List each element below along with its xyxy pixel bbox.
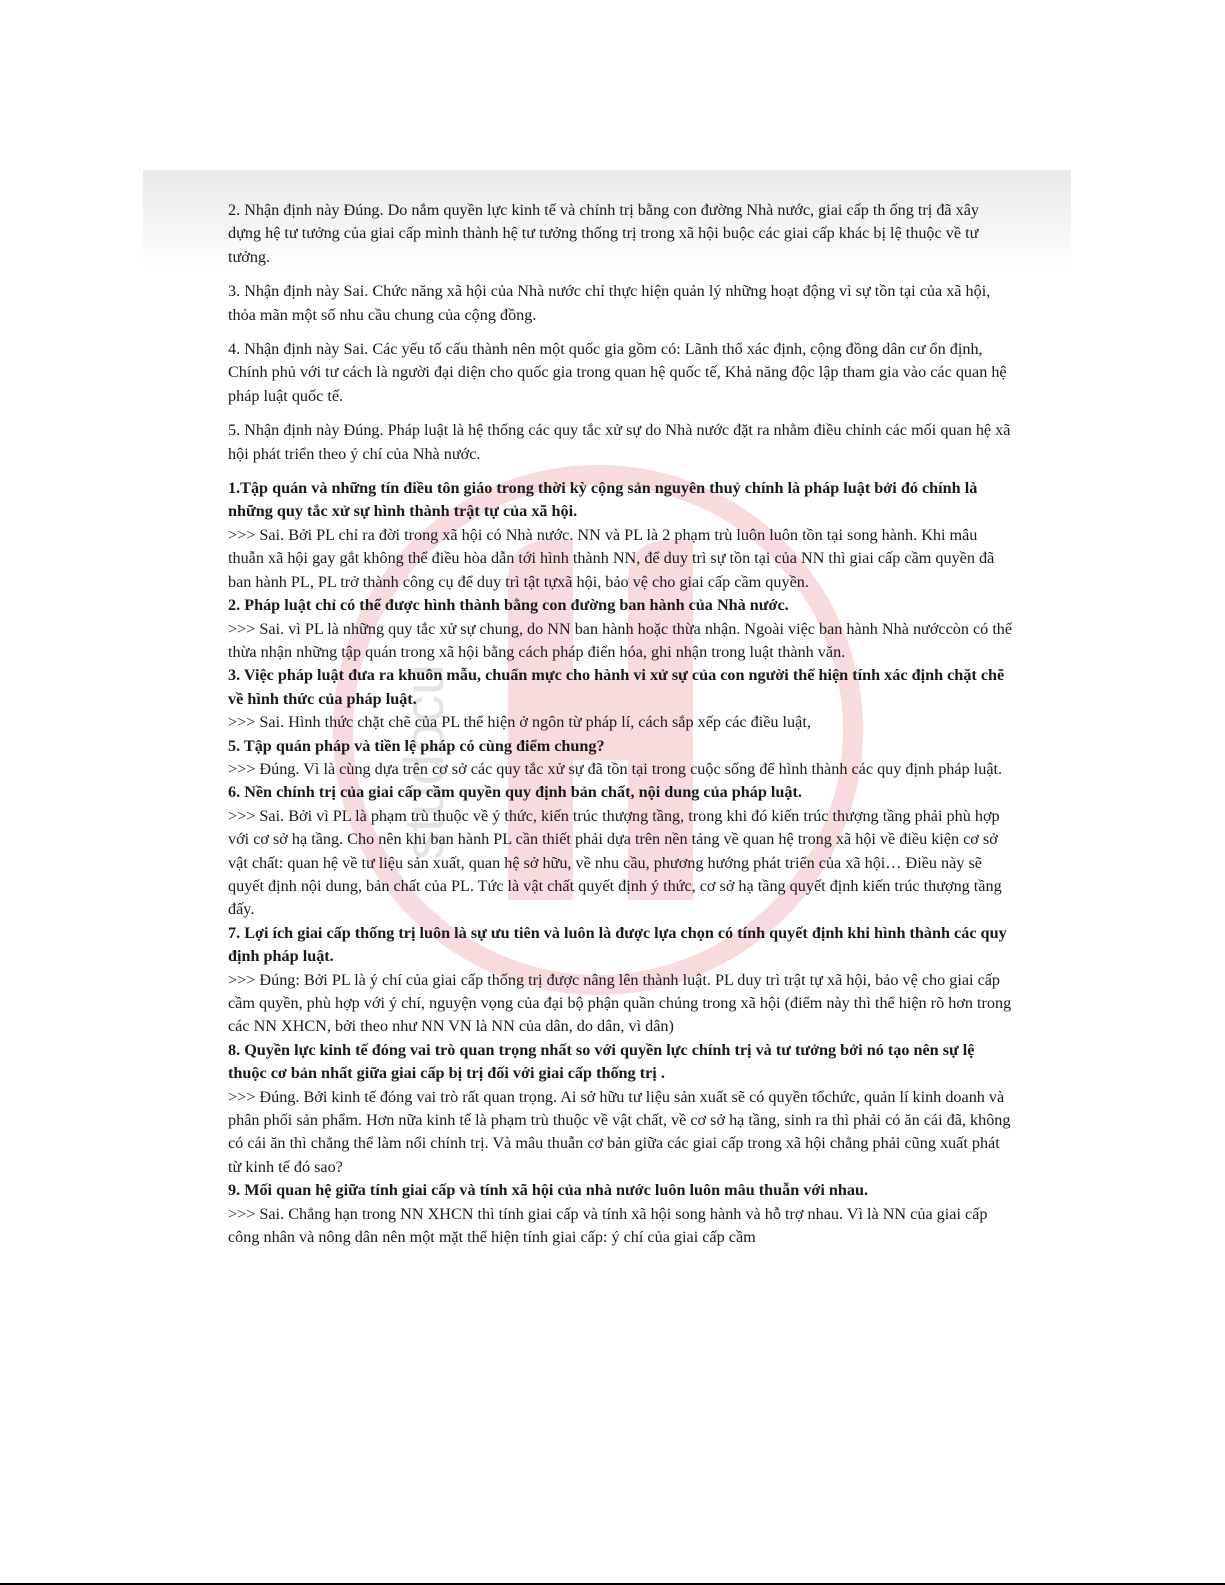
answer: >>> Sai. Bởi vì PL là phạm trù thuộc về ý thức, kiến trúc thượng tầng, trong khi đó kiến trúc thượng tầng phải phù hợp với cơ sở hạ tầng. Cho nên khi ban hành PL cần thiết phải dựa trên nền tảng về quan hệ trong xã hội về điều kiện cơ sở vật chất: quan hệ về tư liệu sản xuất, quan hệ sở hữu, về nhu cầu, phương hướng phát triển của xã hội… Điều này sẽ quyết định nội dung, bản chất của PL. Tức là vật chất quyết định ý thức, cơ sở hạ tầng quyết định kiến trúc thượng tầng đấy. bbox=[228, 806, 1002, 919]
question: 5. Tập quán pháp và tiền lệ pháp có cùng điểm chung? bbox=[228, 736, 605, 755]
question: 2. Pháp luật chỉ có thể được hình thành bằng con đường ban hành của Nhà nước. bbox=[228, 596, 789, 615]
answer: >>> Đúng: Bởi PL là ý chí của giai cấp thống trị được nâng lên thành luật. PL duy trì trật tự xã hội, bảo vệ cho giai cấp cầm quyền, phù hợp với ý chí, nguyện vọng của đại bộ phận quần chúng trong xã hội (điểm này thì thể hiện rõ hơn trong các NN XHCN, bởi theo như NN VN là NN của dân, do dân, vì dân) bbox=[228, 970, 1012, 1036]
answer: >>> Sai. Chẳng hạn trong NN XHCN thì tính giai cấp và tính xã hội song hành và hỗ trợ nhau. Vì là NN của giai cấp công nhân và nông dân nên một mặt thể hiện tính giai cấp: ý chí của giai cấp cầm bbox=[228, 1204, 988, 1247]
answer: >>> Sai. vì PL là những quy tắc xử sự chung, do NN ban hành hoặc thừa nhận. Ngoài việc ban hành Nhà nướccòn có thể thừa nhận những tập quán trong xã hội bằng cách pháp điển hóa, ghi nhận trong luật thành văn. bbox=[228, 619, 1013, 661]
answer: >>> Sai. Bởi PL chỉ ra đời trong xã hội có Nhà nước. NN và PL là 2 phạm trù luôn luôn tồn tại song hành. Khi mâu thuẫn xã hội gay gắt không thể điều hòa dẫn tới hình thành NN, để duy trì sự tồn tại của NN thì giai cấp cầm quyền đã ban hành PL, PL trở thành công cụ để duy trì tật tựxã hội, bảo vệ cho giai cấp cầm quyền. bbox=[228, 525, 995, 591]
watermark-text: studocu bbox=[392, 663, 455, 860]
question: 6. Nền chính trị của giai cấp cầm quyền quy định bản chất, nội dung của pháp luật. bbox=[228, 783, 802, 802]
intro-section bbox=[228, 199, 1013, 466]
answer: >>> Đúng. Bởi kinh tế đóng vai trò rất quan trọng. Ai sở hữu tư liệu sản xuất sẽ có quyền tổchức, quản lí kinh doanh và phân phối sản phẩm. Hơn nữa kinh tế là phạm trù thuộc về vật chất, về cơ sở hạ tầng, sinh ra thì phải có ăn cái đã, không có cái ăn thì chẳng thể làm nổi chính trị. Và mâu thuẫn cơ bản giữa các giai cấp trong xã hội chẳng phải cũng xuất phát từ kinh tế đó sao? bbox=[228, 1087, 1011, 1176]
question: 8. Quyền lực kinh tế đóng vai trò quan trọng nhất so với quyền lực chính trị và tư tưởng bởi nó tạo nên sự lệ thuộc cơ bản nhất giữa giai cấp bị trị đối với giai cấp thống trị . bbox=[228, 1040, 975, 1083]
qa-list bbox=[228, 477, 1013, 1249]
intro-paragraph: 5. Nhận định này Đúng. Pháp luật là hệ thống các quy tắc xử sự do Nhà nước đặt ra nhằm điều chỉnh các mối quan hệ xã hội phát triển theo ý chí của Nhà nước. bbox=[228, 421, 1011, 463]
question: 3. Việc pháp luật đưa ra khuôn mẫu, chuẩn mực cho hành vi xử sự của con người thể hiện tính xác định chặt chẽ về hình thức của pháp luật. bbox=[228, 666, 1005, 708]
answer: >>> Đúng. Vì là cùng dựa trên cơ sở các quy tắc xử sự đã tồn tại trong cuộc sống để hình thành các quy định pháp luật. bbox=[228, 759, 1003, 778]
question: 9. Mối quan hệ giữa tính giai cấp và tính xã hội của nhà nước luôn luôn mâu thuẫn với nhau. bbox=[228, 1181, 869, 1200]
answer: >>> Sai. Hình thức chặt chẽ của PL thể hiện ở ngôn từ pháp lí, cách sắp xếp các điều luật, bbox=[228, 713, 811, 732]
intro-paragraph: 4. Nhận định này Sai. Các yếu tố cấu thành nên một quốc gia gồm có: Lãnh thổ xác định, cộng đồng dân cư ổn định, Chính phủ với tư cách là người đại diện cho quốc gia trong quan hệ quốc tế, Khả năng độc lập tham gia vào các quan hệ pháp luật quốc tế. bbox=[228, 340, 1007, 405]
intro-paragraph: 2. Nhận định này Đúng. Do nắm quyền lực kinh tế và chính trị bằng con đường Nhà nước, giai cấp th ống trị đã xây dựng hệ tư tưởng của giai cấp mình thành hệ tư tưởng thống trị trong xã hội buộc các giai cấp khác bị lệ thuộc về tư tưởng. bbox=[228, 201, 980, 266]
intro-paragraph: 3. Nhận định này Sai. Chức năng xã hội của Nhà nước chỉ thực hiện quản lý những hoạt động vì sự tồn tại của xã hội, thỏa mãn một số nhu cầu chung của cộng đồng. bbox=[228, 282, 991, 324]
question: 1.Tập quán và những tín điều tôn giáo trong thời kỳ cộng sản nguyên thuỷ chính là pháp luật bởi đó chính là những quy tắc xử sự hình thành trật tự của xã hội. bbox=[228, 479, 978, 521]
question: 7. Lợi ích giai cấp thống trị luôn là sự ưu tiên và luôn là được lựa chọn có tính quyết định khi hình thành các quy định pháp luật. bbox=[228, 923, 1007, 966]
document-page bbox=[228, 199, 1013, 1249]
